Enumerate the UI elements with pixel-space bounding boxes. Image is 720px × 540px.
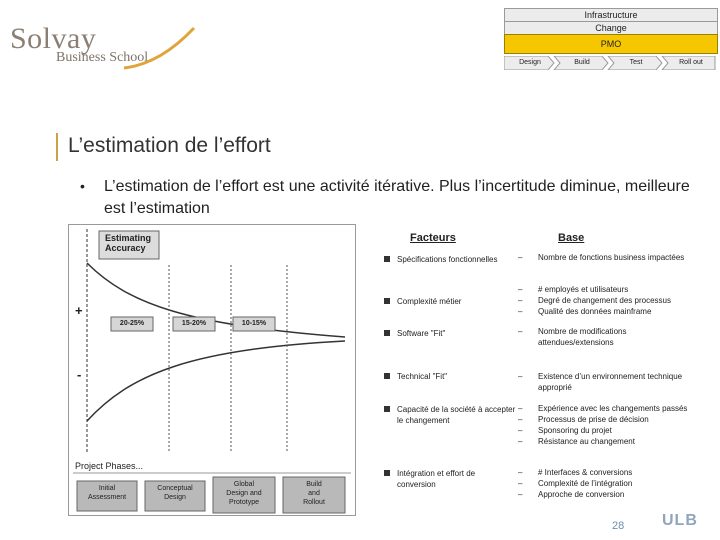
page-number: 28 <box>612 520 625 532</box>
base-cell: – Existence d’un environnement technique approprié <box>518 372 683 392</box>
bullet-square-icon <box>384 373 390 379</box>
logo-business-school: Business School <box>56 50 149 65</box>
factors-header: Facteurs <box>410 232 456 244</box>
base-cell: – Nombre de fonctions business impactées <box>518 253 685 262</box>
bullet-square-icon <box>384 406 390 412</box>
accuracy-funnel-graphic <box>69 225 355 515</box>
estimating-accuracy-diagram <box>68 224 356 516</box>
base-cell: – # Interfaces & conversions – Complexité de l’intégration – Approche de conversion <box>518 468 633 499</box>
phase-build: Build <box>574 59 590 66</box>
range-label: 20-25% <box>119 320 145 327</box>
base-cell: – Expérience avec les changements passés – Processus de prise de décision – Sponsoring du projet – Résistance au changement <box>518 404 688 446</box>
phase-design: Design <box>519 59 541 66</box>
base-cell: – Nombre de modifications attendues/extensions <box>518 327 627 347</box>
bullet-square-icon <box>384 256 390 262</box>
bullet-square-icon <box>384 298 390 304</box>
change-bar: Change <box>504 21 718 35</box>
phase-box-global: Global Design and Prototype <box>226 481 262 506</box>
base-cell: – # employés et utilisateurs – Degré de changement des processus – Qualité des données mainframe <box>518 285 671 316</box>
pmo-bar: PMO <box>504 34 718 54</box>
factor-row: Software "Fit" <box>384 328 445 339</box>
logo-swoosh-icon <box>120 22 200 72</box>
plus-sign: + <box>75 303 83 318</box>
factor-row: Complexité métier <box>384 296 461 307</box>
bullet-text: L’estimation de l’effort est une activité itérative. Plus l’incertitude diminue, meilleure est l’estimation <box>104 178 690 217</box>
bullet-icon: • <box>80 178 85 194</box>
factor-row: Capacité de la société à accepter le changement <box>384 404 521 426</box>
range-label: 15-20% <box>181 320 207 327</box>
phase-rollout: Roll out <box>679 59 703 66</box>
minus-sign: - <box>77 367 82 382</box>
infrastructure-bar: Infrastructure <box>504 8 718 22</box>
factor-row: Intégration et effort de conversion <box>384 468 507 490</box>
project-phases-label: Project Phases... <box>75 461 144 471</box>
phase-box-conceptual: Conceptual Design <box>157 485 193 501</box>
base-header: Base <box>558 232 585 244</box>
phase-box-initial: Initial Assessment <box>87 485 127 501</box>
factor-row: Technical "Fit" <box>384 371 447 382</box>
bullet-square-icon <box>384 330 390 336</box>
ulb-logo: ULB <box>662 512 698 529</box>
factor-row: Spécifications fonctionnelles <box>384 254 498 265</box>
bullet-square-icon <box>384 470 390 476</box>
phase-test: Test <box>629 59 643 66</box>
phase-row <box>504 56 716 70</box>
phase-box-build: Build and Rollout <box>303 481 325 506</box>
logo-solvay: Solvay <box>10 22 97 55</box>
chart-title-line-1: Estimating <box>105 233 152 243</box>
page-title: L’estimation de l’effort <box>68 134 271 157</box>
range-label: 10-15% <box>241 320 267 327</box>
chart-title-line-2: Accuracy <box>105 243 146 253</box>
title-accent-line <box>56 133 58 161</box>
